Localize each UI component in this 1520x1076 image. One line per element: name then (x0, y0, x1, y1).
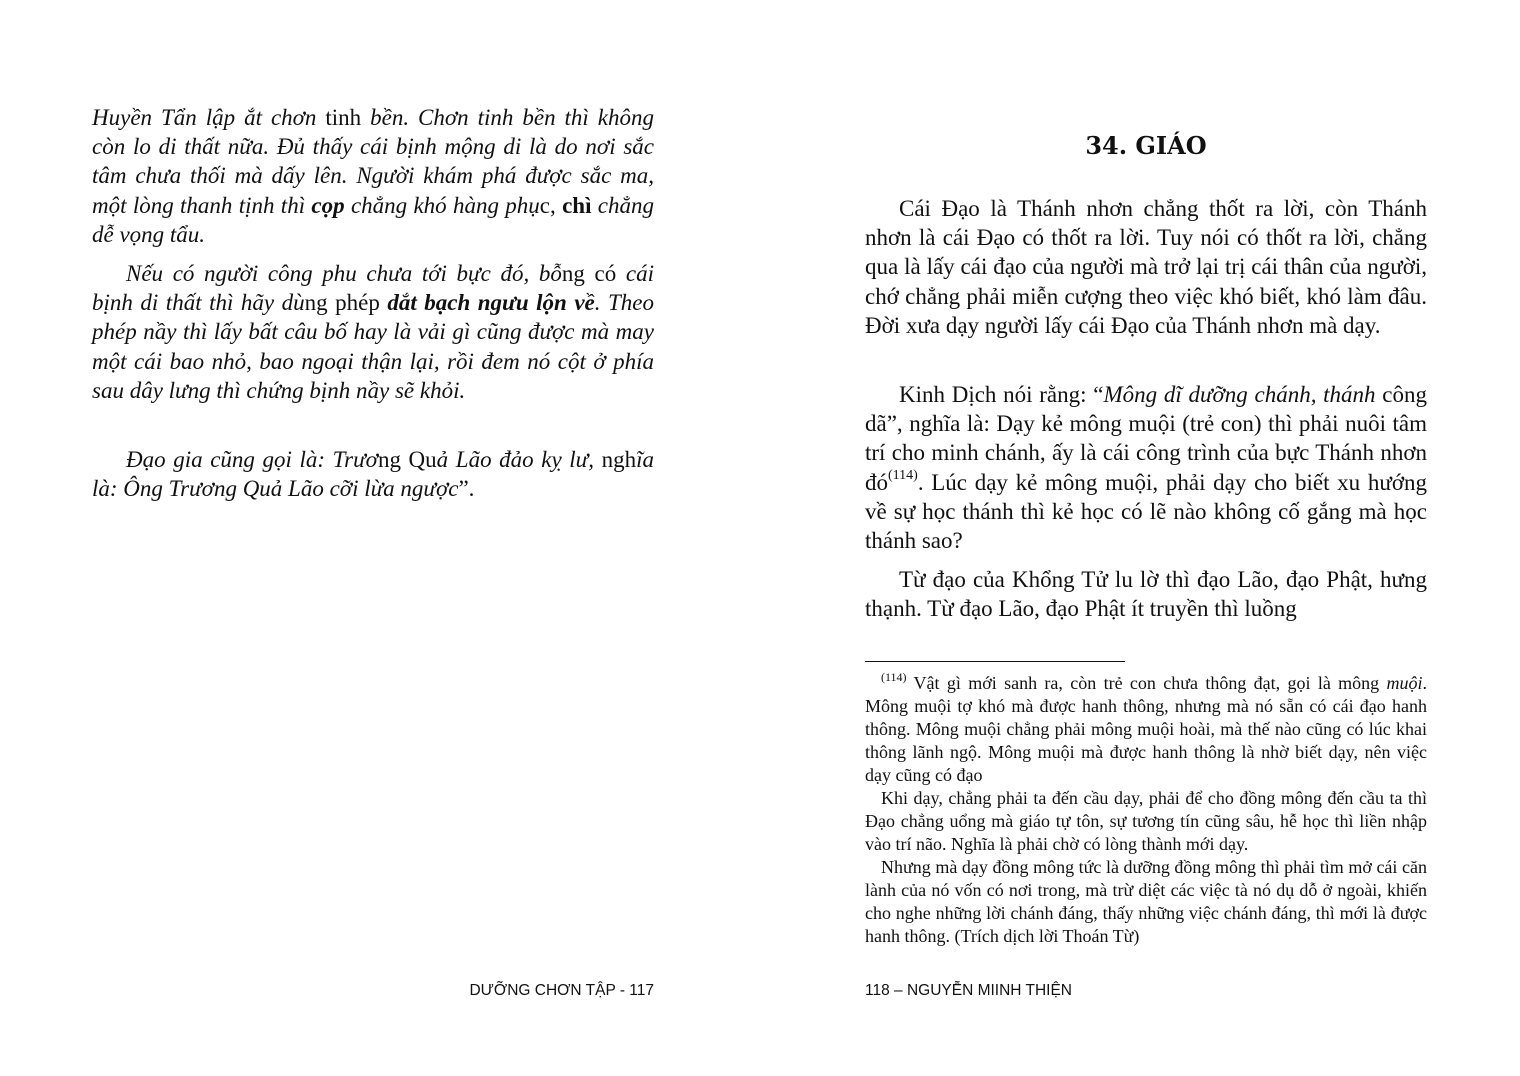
text-run: bền. Chơn tinh bền thì không còn lo di thất nữa. Đủ thấy cái bịnh mộng di là do nơi sắc tâm chưa thối mà dấy lên. Người khám phá được sắc ma, một lòng thanh tịnh thì (92, 105, 654, 218)
text-run: chẳng dễ vọng tẩu. (92, 192, 654, 247)
left-paragraph-2 (92, 259, 654, 405)
footnote-reference[interactable]: (114) (888, 467, 918, 483)
text-run: chẳng khó hàng phụ (344, 192, 540, 218)
footnote-paragraph-1 (865, 672, 1427, 787)
text-run: ng Qu (377, 447, 437, 472)
text-run: ng có (561, 261, 617, 286)
text-run: ĩa là: Ông Trương Quả Lão cỡi lừa ngược (92, 447, 654, 502)
text-run: Vật gì mới sanh ra, còn trẻ con chưa thông đạt, gọi là mông (906, 673, 1387, 693)
text-run: . Mông muội tợ khó mà được hanh thông, nhưng mà nó sẵn có cái đạo hanh thông. Mông muội chẳng phải mông muội hoài, mà thế nào cũng có lúc khai thông lãnh ngộ. Mông muội mà được hanh thông là nhờ biết dạy, nên việc dạy cũng có đạo (865, 673, 1427, 785)
footnote-number: (114) (881, 670, 907, 684)
text-run: ng phép (304, 290, 380, 316)
bold-word: chì (562, 192, 592, 218)
left-page (92, 0, 654, 1076)
text-run: ”, nghĩa là: Dạy kẻ mông muội (trẻ con) thì phải nuôi tâm trí cho minh chánh, ấy là cái công trình của bực Thánh nhơn đó (865, 411, 1427, 495)
text-run: muội (1386, 673, 1423, 693)
text-run: Kinh Dịch nói rằng: “ (899, 382, 1104, 407)
right-page (865, 0, 1427, 1076)
text-run: ngh (601, 447, 637, 472)
text-run: , (550, 192, 563, 218)
text-run: công dã (865, 382, 1427, 437)
text-run: cái bịnh di thất thì hãy dù (92, 261, 654, 316)
left-paragraph-3 (92, 445, 654, 503)
footnote-divider (865, 661, 1125, 662)
left-paragraph-1 (92, 103, 654, 249)
footnote-paragraph-2: Khi dạy, chẳng phải ta đến cầu dạy, phải để cho đồng mông đến cầu ta thì Đạo chẳng uổng mà giáo tự tôn, sự tương tín cũng sâu, hễ học thì liền nhập vào trí não. Nghĩa là phải chờ có lòng thành mới dạy. (865, 788, 1427, 854)
text-run: Huyền Tẩn lập ắt chơn (92, 105, 326, 130)
text-run: . Theo phép nầy thì lấy bất câu bố hay là vải gì cũng được mà may một cái bao nhỏ, bao ngoại thận lại, rồi đem nó cột ở phía sau dây lưng thì chứng bịnh nầy sẽ khỏi. (92, 290, 654, 403)
text-run: ”. (458, 476, 475, 502)
right-paragraph-3: Từ đạo của Khổng Tử lu lờ thì đạo Lão, đạo Phật, hưng thạnh. Từ đạo Lão, đạo Phật ít truyền thì luồng (865, 567, 1427, 622)
text-run: ả Lão đảo kỵ lư, (436, 447, 602, 472)
right-paragraph-2 (865, 380, 1427, 555)
right-paragraph-1: Cái Đạo là Thánh nhơn chẳng thốt ra lời, còn Thánh nhơn là cái Đạo có thốt ra lời. Tuy nói có thốt ra lời, chẳng qua là lấy cái đạo của người mà trở lại trị cái thân của người, chớ chẳng phải miễn cượng theo việc khó biết, khó làm đâu. Đời xưa dạy người lấy cái Đạo của Thánh nhơn mà dạy. (865, 196, 1427, 338)
bold-phrase: dắt bạch ngưu lộn về (387, 290, 595, 316)
left-page-folio: DƯỠNG CHƠN TẬP - 117 (469, 982, 654, 999)
text-run: Nếu có người công phu chưa tới bực đó, bỗ (126, 261, 562, 286)
right-page-folio: 118 – NGUYỄN MIINH THIỆN (865, 982, 1073, 999)
chapter-heading: 34. GIÁO (1085, 131, 1207, 160)
text-run: Mông dĩ dưỡng chánh, thánh (1103, 382, 1376, 407)
text-run: c (539, 192, 551, 218)
text-run: Đạo gia cũng gọi là: Trươ (126, 447, 378, 472)
footnote-paragraph-3: Nhưng mà dạy đồng mông tức là dưỡng đồng mông thì phải tìm mở cái căn lành của nó vốn có nơi trong, mà trừ diệt các việc tà nó dụ dỗ ở ngoài, khiến cho nghe những lời chánh đáng, thấy những việc chánh đáng, thì mới là được hanh thông. (Trích dịch lời Thoán Từ) (865, 857, 1427, 946)
text-run: . Lúc dạy kẻ mông muội, phải dạy cho biết xu hướng về sự học thánh thì kẻ học có lẽ nào không cố gắng mà học thánh sao? (865, 469, 1427, 554)
text-run: tinh (325, 105, 362, 130)
bold-word: cọp (311, 192, 345, 218)
